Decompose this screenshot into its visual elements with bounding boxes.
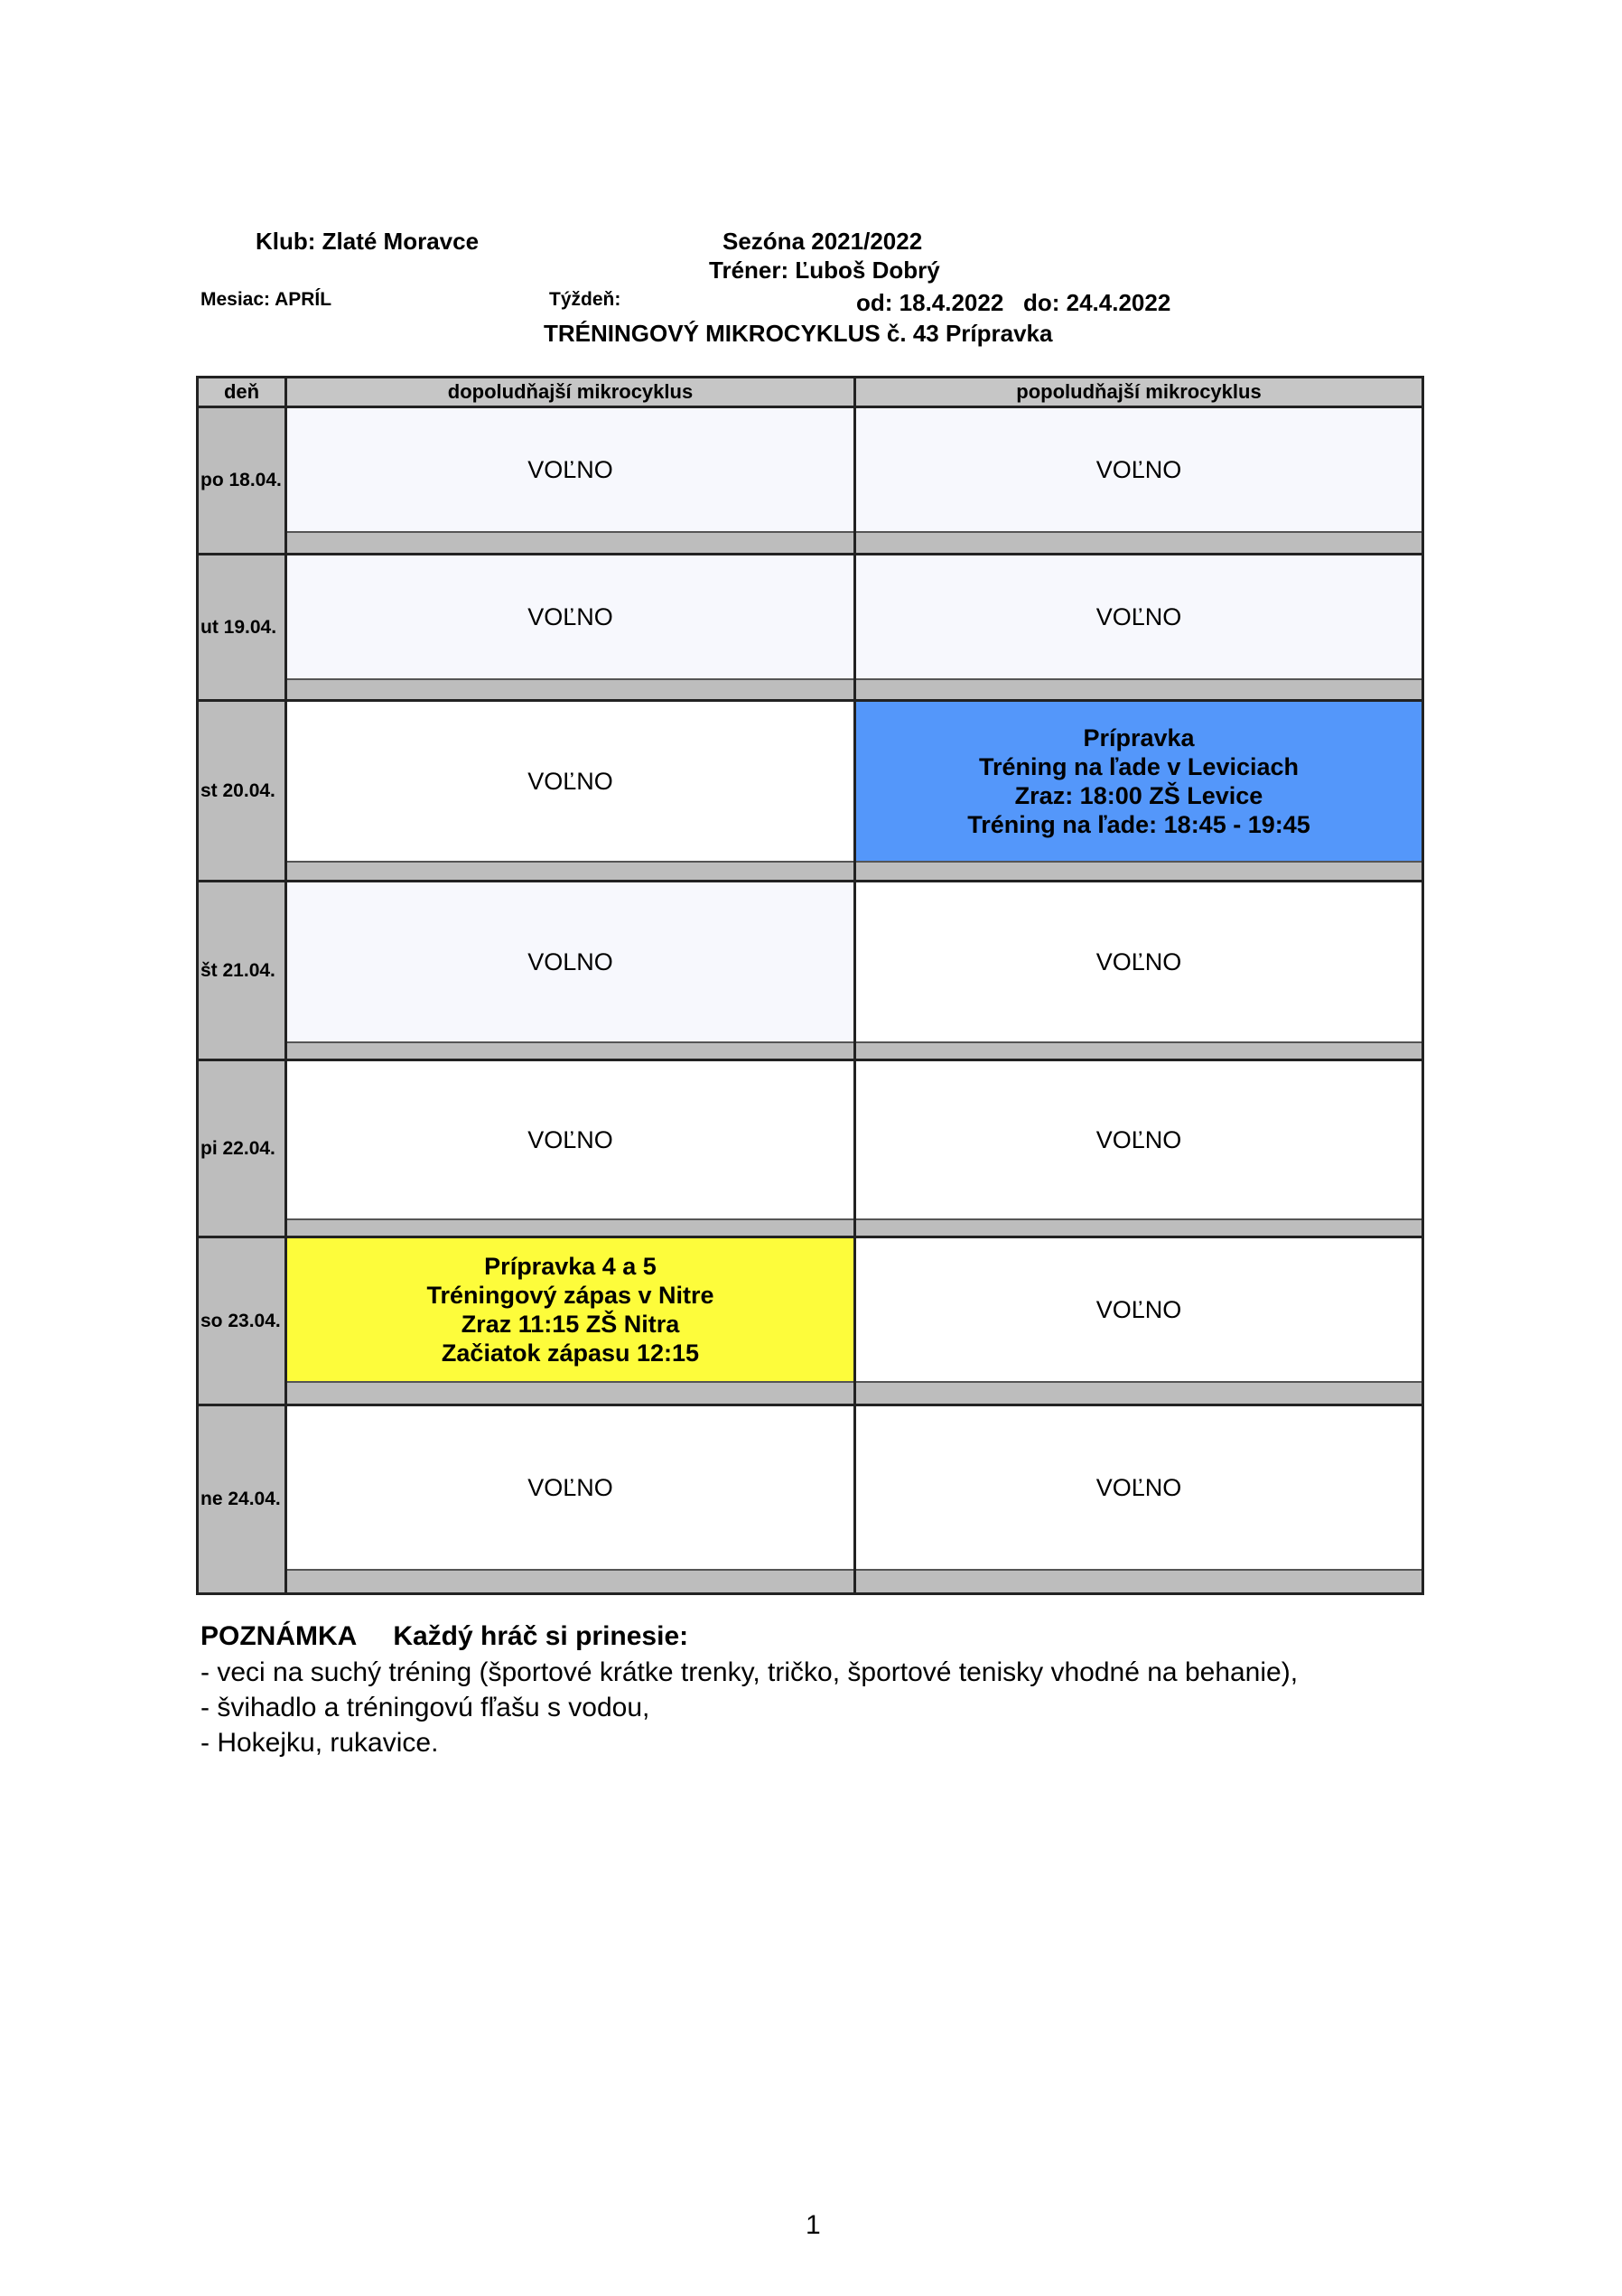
cell-line: Zraz 11:15 ZŠ Nitra — [461, 1311, 680, 1338]
afternoon-cell-content — [1096, 947, 1182, 976]
cell-line: VOĽNO — [527, 768, 613, 795]
day-label: po 18.04. — [200, 470, 282, 490]
afternoon-cell-content — [1096, 455, 1182, 484]
schedule-table — [196, 376, 1424, 1595]
morning-cell-content — [527, 767, 613, 796]
morning-cell — [287, 882, 853, 1043]
day-label: ne 24.04. — [200, 1489, 281, 1509]
cell-line: VOĽNO — [1095, 456, 1182, 483]
note-line-1: - veci na suchý tréning (športové krátke trenky, tričko, športové tenisky vhodné na behanie), — [200, 1657, 1299, 1687]
date-range: od: 18.4.2022 do: 24.4.2022 — [856, 289, 1171, 316]
afternoon-cell — [856, 1406, 1422, 1571]
afternoon-cell-content — [1096, 1473, 1182, 1502]
cell-line: Zraz: 18:00 ZŠ Levice — [1014, 782, 1263, 809]
note-label-text: POZNÁMKA — [200, 1621, 358, 1651]
afternoon-cell — [856, 408, 1422, 533]
cell-line: VOĽNO — [527, 456, 613, 483]
afternoon-cell — [856, 882, 1422, 1043]
day-label: št 21.04. — [200, 959, 275, 981]
morning-cell — [287, 1406, 853, 1571]
afternoon-cell — [856, 1238, 1422, 1383]
afternoon-cell — [856, 1061, 1422, 1220]
cell-line: VOĽNO — [1095, 1474, 1182, 1501]
cell-line: Tréning na ľade v Leviciach — [978, 753, 1300, 780]
day-label: st 20.04. — [200, 779, 275, 801]
cell-line: VOĽNO — [1095, 603, 1182, 630]
morning-cell — [287, 1061, 853, 1220]
cell-line: VOĽNO — [1095, 1126, 1182, 1153]
coach: Tréner: Ľuboš Dobrý — [709, 257, 940, 284]
afternoon-cell — [856, 702, 1422, 863]
day-label: pi 22.04. — [200, 1137, 275, 1159]
column-divider-middle — [853, 378, 856, 1592]
note-heading: Každý hráč si prinesie: — [393, 1621, 689, 1651]
club-name: Klub: Zlaté Moravce — [256, 228, 480, 255]
header-day: deň — [199, 378, 284, 406]
morning-cell — [287, 408, 853, 533]
header-afternoon: popoludňajší mikrocyklus — [856, 378, 1422, 406]
morning-cell-content — [527, 602, 613, 631]
morning-cell-content — [527, 455, 613, 484]
day-label: so 23.04. — [200, 1310, 281, 1331]
morning-cell — [287, 1238, 853, 1383]
cell-line: Začiatok zápasu 12:15 — [441, 1339, 700, 1367]
morning-cell-content — [527, 1125, 613, 1154]
cell-line: VOĽNO — [527, 603, 613, 630]
morning-cell-content — [527, 947, 613, 976]
afternoon-cell-content — [1096, 602, 1182, 631]
month: Mesiac: APRÍL — [200, 289, 332, 310]
note-line-2: - švihadlo a tréningovú fľašu s vodou, — [200, 1693, 650, 1722]
header-morning: dopoludňajší mikrocyklus — [287, 378, 853, 406]
column-divider-day — [284, 378, 287, 1592]
afternoon-cell-content — [967, 723, 1310, 839]
page-title: TRÉNINGOVÝ MIKROCYKLUS č. 43 Prípravka — [544, 320, 1053, 347]
week-label: Týždeň: — [549, 289, 621, 310]
note-line-3: - Hokejku, rukavice. — [200, 1728, 439, 1758]
morning-cell-content — [426, 1252, 713, 1367]
morning-cell — [287, 555, 853, 680]
cell-line: Prípravka — [1083, 724, 1195, 751]
cell-line: VOĽNO — [527, 1474, 613, 1501]
morning-cell — [287, 702, 853, 863]
cell-line: VOĽNO — [1095, 1296, 1182, 1323]
cell-line: VOLNO — [527, 948, 613, 975]
cell-line: VOĽNO — [527, 1126, 613, 1153]
afternoon-cell-content — [1096, 1295, 1182, 1324]
season: Sezóna 2021/2022 — [722, 228, 923, 255]
page-number: 1 — [806, 2210, 821, 2240]
cell-line: Tréning na ľade: 18:45 - 19:45 — [967, 811, 1310, 838]
day-label: ut 19.04. — [200, 616, 277, 638]
cell-line: Prípravka 4 a 5 — [484, 1253, 657, 1280]
afternoon-cell-content — [1096, 1125, 1182, 1154]
cell-line: VOĽNO — [1095, 948, 1182, 975]
morning-cell-content — [527, 1473, 613, 1502]
cell-line: Tréningový zápas v Nitre — [426, 1282, 714, 1309]
note-label — [200, 1621, 688, 1652]
afternoon-cell — [856, 555, 1422, 680]
